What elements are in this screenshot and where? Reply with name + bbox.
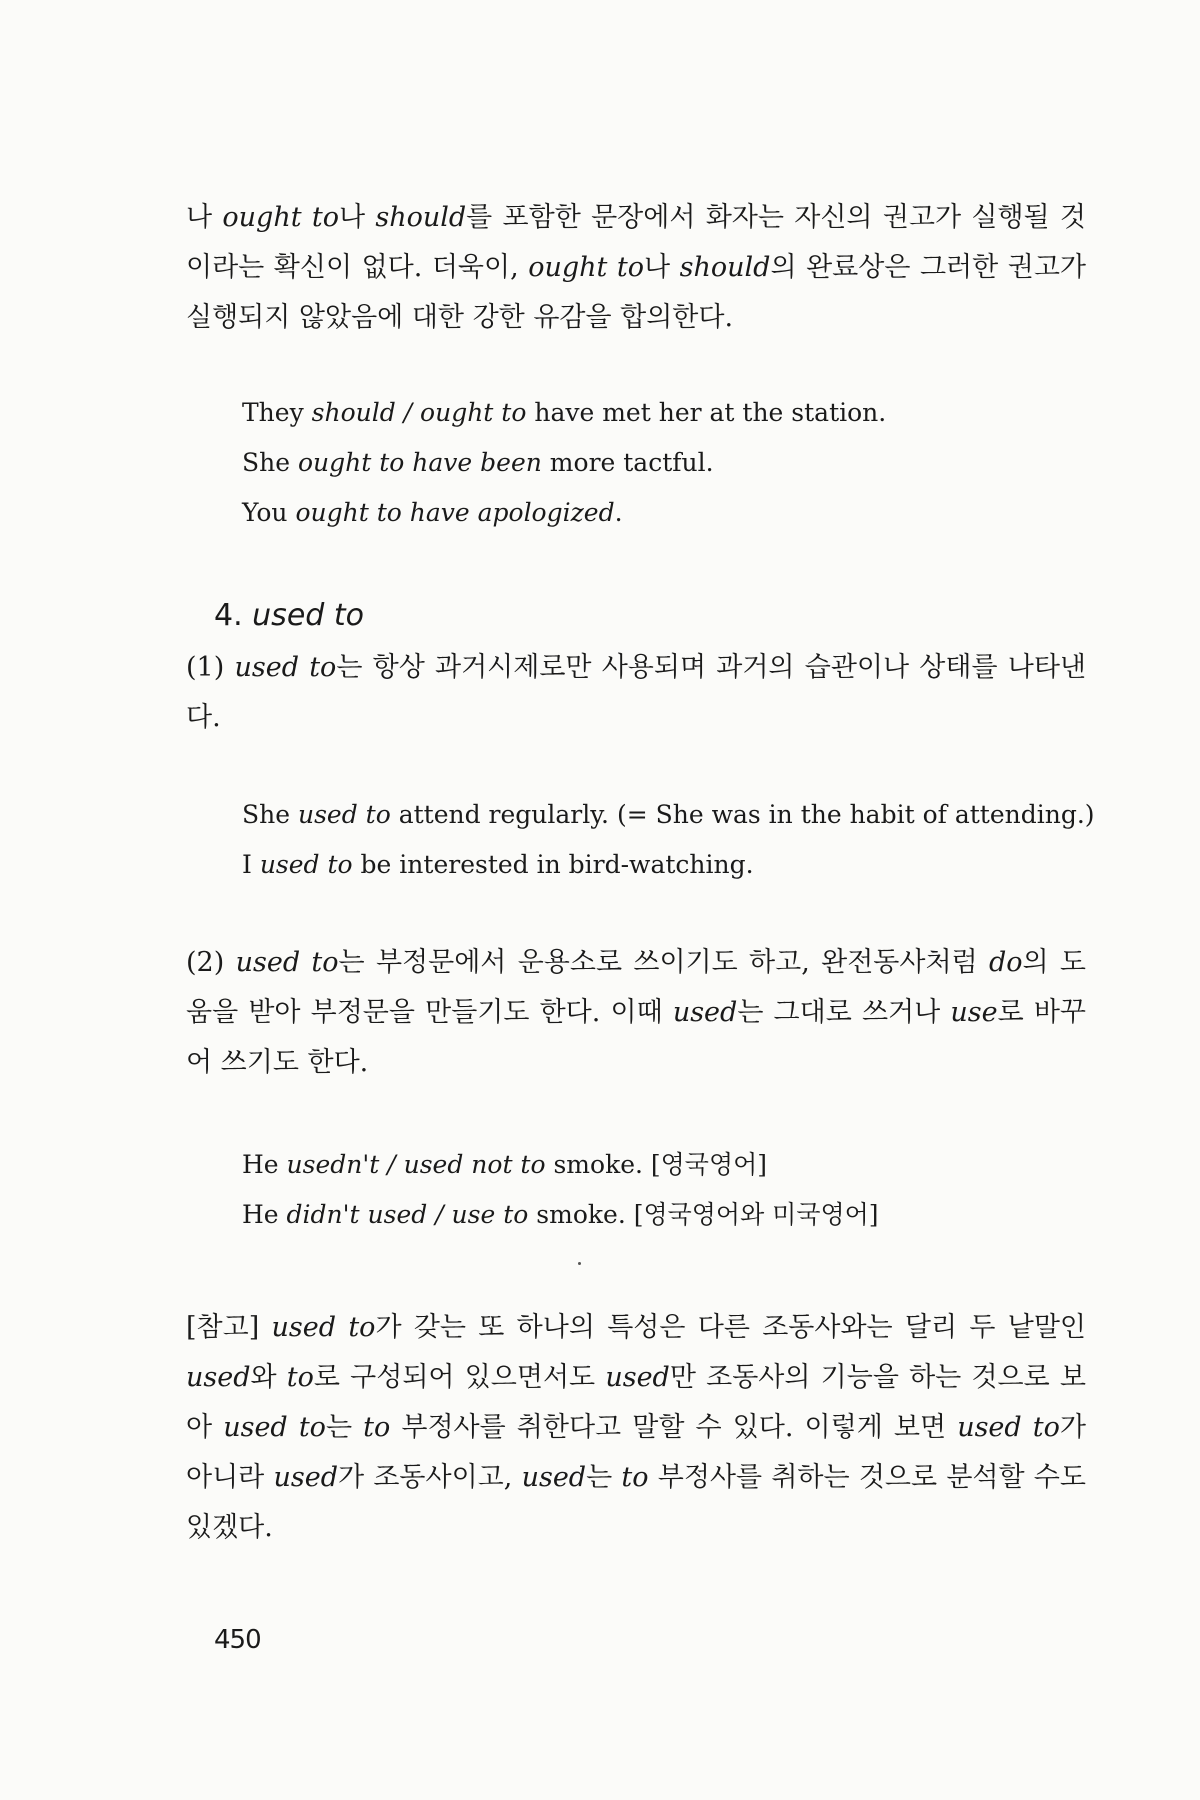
italic-term: used to <box>297 800 391 829</box>
example-list-1 <box>242 388 1102 538</box>
text-run: 를 포함한 문장에서 화자는 자신의 권고가 실행될 것이라는 확신이 없다. 더욱이, <box>186 202 1086 283</box>
text-run: 로 바꾸어 쓰기도 한다. <box>186 997 1086 1078</box>
text-run: 나 <box>186 202 223 233</box>
italic-term: used <box>521 1462 587 1493</box>
italic-term: used <box>186 1362 251 1393</box>
italic-term: usedn't / used not to <box>286 1150 546 1179</box>
text-run: 나 <box>644 252 680 283</box>
text-run: She <box>242 800 298 829</box>
text-run: I <box>242 850 260 879</box>
italic-term: should <box>375 202 467 233</box>
example-list-3 <box>242 1140 1102 1240</box>
stray-mark <box>578 1262 581 1265</box>
text-run: 가 조동사이고, <box>338 1462 522 1493</box>
section-title: used to <box>252 598 364 633</box>
example-sentence <box>242 388 1102 438</box>
italic-term: used to <box>259 850 353 879</box>
text-run: have met her at the station. <box>526 398 887 427</box>
text-run: 는 그대로 쓰거나 <box>737 997 951 1028</box>
example-sentence <box>242 790 1102 840</box>
italic-term: used to <box>235 947 339 978</box>
italic-term: used to <box>271 1312 376 1343</box>
text-run: more tactful. <box>541 448 714 477</box>
paragraph-used-to-1 <box>186 643 1086 743</box>
text-run: smoke. [영국영어와 미국영어] <box>528 1200 879 1229</box>
italic-term: do <box>988 947 1023 978</box>
text-run: 와 <box>250 1362 287 1393</box>
example-list-2 <box>242 790 1102 890</box>
example-sentence <box>242 1190 1102 1240</box>
text-run: be interested in bird-watching. <box>352 850 754 879</box>
text-run: 가 아니라 <box>186 1412 1087 1493</box>
text-run: [참고] <box>186 1312 272 1343</box>
text-run: (2) <box>186 947 236 978</box>
text-run: 만 조동사의 기능을 하는 것으로 보아 <box>186 1362 1086 1443</box>
italic-term: should / ought to <box>311 398 527 427</box>
italic-term: to <box>363 1412 391 1443</box>
example-sentence <box>242 438 1102 488</box>
text-run: 는 <box>325 1412 364 1443</box>
text-run: You <box>242 498 296 527</box>
italic-term: used <box>605 1362 670 1393</box>
italic-term: to <box>621 1462 649 1493</box>
example-sentence <box>242 840 1102 890</box>
italic-term: ought to <box>222 202 339 233</box>
text-run: (1) <box>186 652 235 683</box>
text-run: 나 <box>338 202 376 233</box>
text-run: 는 부정문에서 운용소로 쓰이기도 하고, 완전동사처럼 <box>338 947 989 978</box>
italic-term: used <box>273 1462 339 1493</box>
text-run: 가 갖는 또 하나의 특성은 다른 조동사와는 달리 두 낱말인 <box>375 1312 1086 1343</box>
italic-term: used <box>672 997 738 1028</box>
italic-term: to <box>286 1362 314 1393</box>
italic-term: used to <box>957 1412 1060 1443</box>
section-heading <box>214 598 364 633</box>
text-run: 부정사를 취한다고 말할 수 있다. 이렇게 보면 <box>390 1412 958 1443</box>
text-run: He <box>242 1150 287 1179</box>
section-number: 4. <box>214 598 253 633</box>
italic-term: ought to <box>528 252 645 283</box>
text-run: 부정사를 취하는 것으로 분석할 수도 있겠다. <box>186 1462 1086 1543</box>
example-sentence <box>242 488 1102 538</box>
italic-term: ought to have apologized <box>295 498 615 527</box>
text-run: smoke. [영국영어] <box>545 1150 768 1179</box>
text-run: He <box>242 1200 287 1229</box>
text-run: 는 항상 과거시제로만 사용되며 과거의 습관이나 상태를 나타낸다. <box>186 652 1086 733</box>
text-run: 의 완료상은 그러한 권고가 실행되지 않았음에 대한 강한 유감을 합의한다. <box>186 252 1086 333</box>
example-sentence <box>242 1140 1102 1190</box>
italic-term: didn't used / use to <box>286 1200 529 1229</box>
text-run: She <box>242 448 298 477</box>
text-run: 로 구성되어 있으면서도 <box>313 1362 606 1393</box>
text-run: 의 도움을 받아 부정문을 만들기도 한다. 이때 <box>186 947 1086 1028</box>
italic-term: should <box>679 252 771 283</box>
page-number: 450 <box>214 1625 261 1655</box>
text-run: 는 <box>586 1462 622 1493</box>
italic-term: used to <box>223 1412 326 1443</box>
text-run: They <box>242 398 312 427</box>
text-run: attend regularly. (= She was in the habit of attending.) <box>390 800 1095 829</box>
italic-term: use <box>950 997 998 1028</box>
paragraph-used-to-2 <box>186 938 1086 1088</box>
text-run: . <box>614 498 623 527</box>
paragraph-ought-should <box>186 193 1086 343</box>
italic-term: ought to have been <box>297 448 542 477</box>
paragraph-note <box>186 1303 1086 1553</box>
italic-term: used to <box>234 652 337 683</box>
